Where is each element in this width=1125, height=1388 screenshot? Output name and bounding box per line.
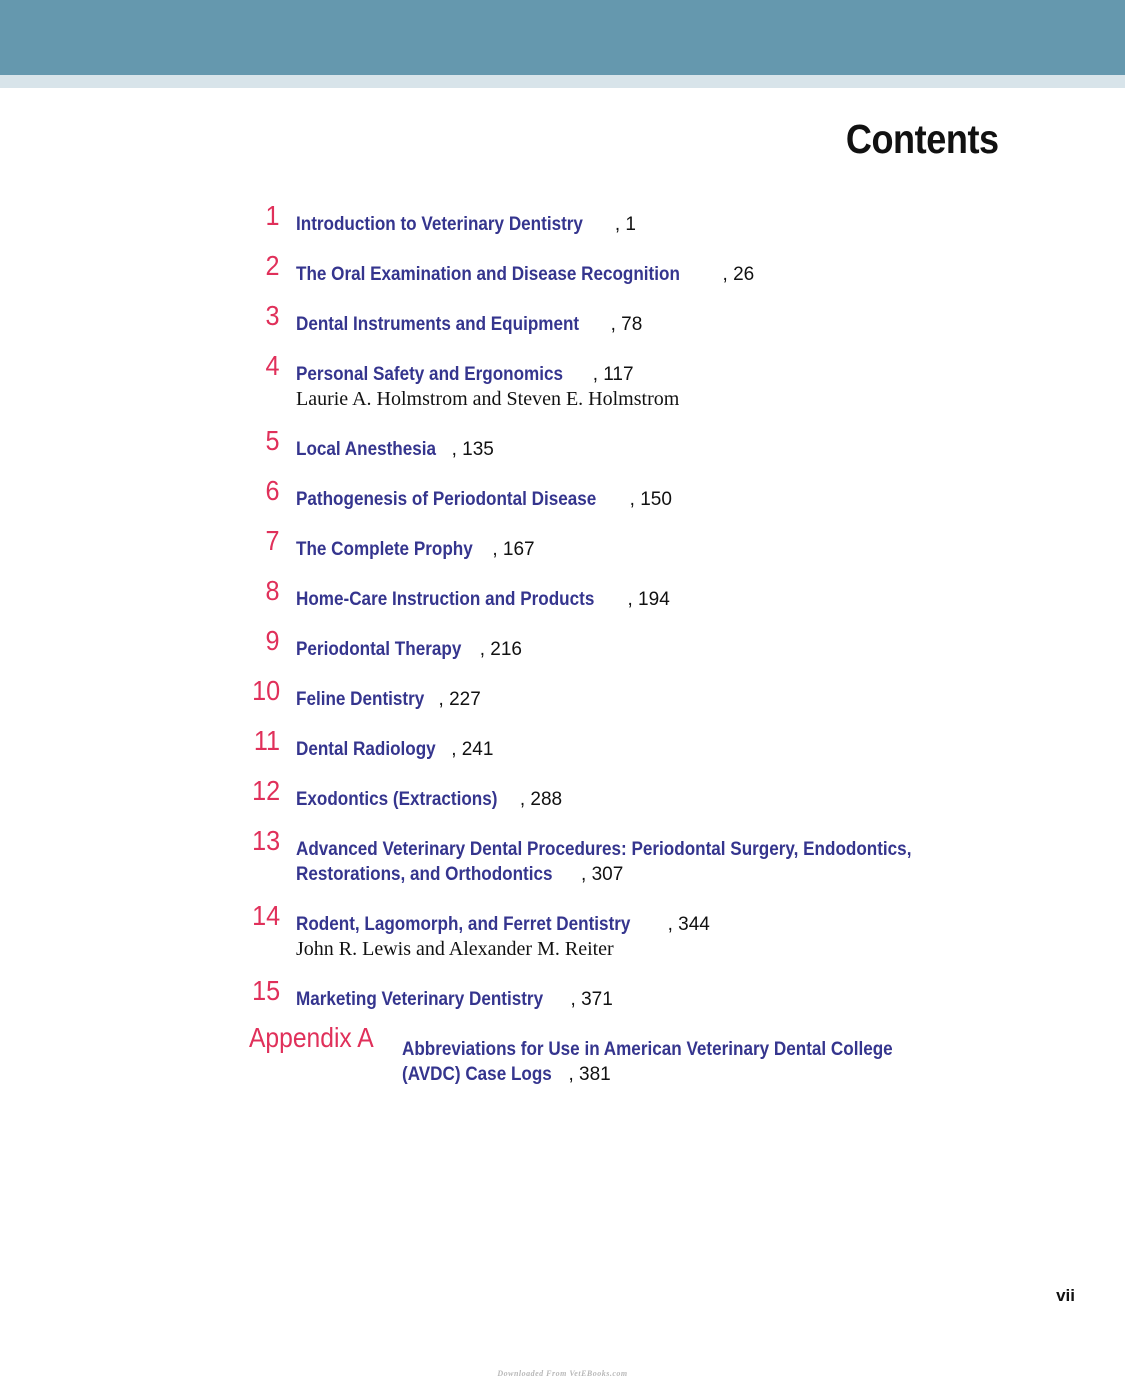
chapter-number: 13	[251, 825, 280, 856]
chapter-page: , 371	[570, 989, 613, 1010]
chapter-page: , 117	[592, 364, 634, 385]
chapter-number: 10	[251, 675, 280, 706]
chapter-title[interactable]: Personal Safety and Ergonomics	[296, 364, 564, 385]
chapter-title[interactable]: Periodontal Therapy	[296, 639, 462, 660]
appendix-label: Appendix A	[249, 1022, 374, 1053]
chapter-title-line-2[interactable]: Restorations, and Orthodontics	[296, 864, 553, 885]
chapter-title[interactable]: Local Anesthesia	[296, 439, 437, 460]
page-title: Contents	[846, 116, 999, 162]
chapter-page: , 167	[492, 539, 535, 560]
chapter-page: , 1	[614, 214, 636, 235]
chapter-title[interactable]: Dental Instruments and Equipment	[296, 314, 580, 335]
chapter-number: 7	[265, 525, 280, 556]
chapter-number: 12	[251, 775, 280, 806]
chapter-title[interactable]: Feline Dentistry	[296, 689, 425, 710]
appendix-title-line-2[interactable]: (AVDC) Case Logs	[402, 1064, 552, 1085]
watermark: Downloaded From VetEBooks.com	[497, 1369, 628, 1378]
chapter-number: 15	[251, 975, 280, 1006]
chapter-number: 6	[265, 475, 280, 506]
chapter-title[interactable]: Introduction to Veterinary Dentistry	[296, 214, 583, 235]
chapter-page: , 241	[451, 739, 494, 760]
chapter-authors: Laurie A. Holmstrom and Steven E. Holmstrom	[296, 388, 680, 410]
chapter-number: 5	[265, 425, 280, 456]
page-number: vii	[1056, 1286, 1075, 1305]
chapter-number: 11	[253, 725, 280, 756]
chapter-title[interactable]: The Complete Prophy	[296, 539, 473, 560]
chapter-title[interactable]: Home-Care Instruction and Products	[296, 589, 595, 610]
chapter-title[interactable]: Exodontics (Extractions)	[296, 789, 498, 810]
chapter-number: 4	[265, 350, 280, 381]
chapter-page: , 194	[627, 589, 670, 610]
chapter-title[interactable]: Marketing Veterinary Dentistry	[296, 989, 544, 1010]
appendix-page: , 381	[568, 1064, 611, 1085]
chapter-page: , 150	[629, 489, 672, 510]
chapter-page: , 227	[438, 689, 481, 710]
chapter-page: , 135	[451, 439, 494, 460]
chapter-title[interactable]: Rodent, Lagomorph, and Ferret Dentistry	[296, 914, 631, 935]
chapter-title[interactable]: Pathogenesis of Periodontal Disease	[296, 489, 597, 510]
chapter-page: , 216	[479, 639, 522, 660]
chapter-title[interactable]: The Oral Examination and Disease Recognition	[296, 264, 680, 285]
chapter-page: , 78	[610, 314, 643, 335]
chapter-page: , 307	[581, 864, 624, 885]
appendix-title-line-1[interactable]: Abbreviations for Use in American Veterinary Dental College	[402, 1039, 893, 1060]
chapter-page: , 288	[519, 789, 563, 810]
chapter-authors: John R. Lewis and Alexander M. Reiter	[296, 938, 614, 960]
chapter-number: 1	[265, 200, 280, 231]
chapter-number: 14	[251, 900, 280, 931]
chapter-title[interactable]: Dental Radiology	[296, 739, 436, 760]
chapter-number: 9	[265, 625, 280, 656]
chapter-page: , 26	[722, 264, 755, 285]
chapter-number: 8	[265, 575, 280, 606]
chapter-page: , 344	[667, 914, 710, 935]
chapter-number: 2	[265, 250, 280, 281]
chapter-title-line-1[interactable]: Advanced Veterinary Dental Procedures: Periodontal Surgery, Endodontics,	[296, 839, 912, 860]
chapter-number: 3	[265, 300, 280, 331]
